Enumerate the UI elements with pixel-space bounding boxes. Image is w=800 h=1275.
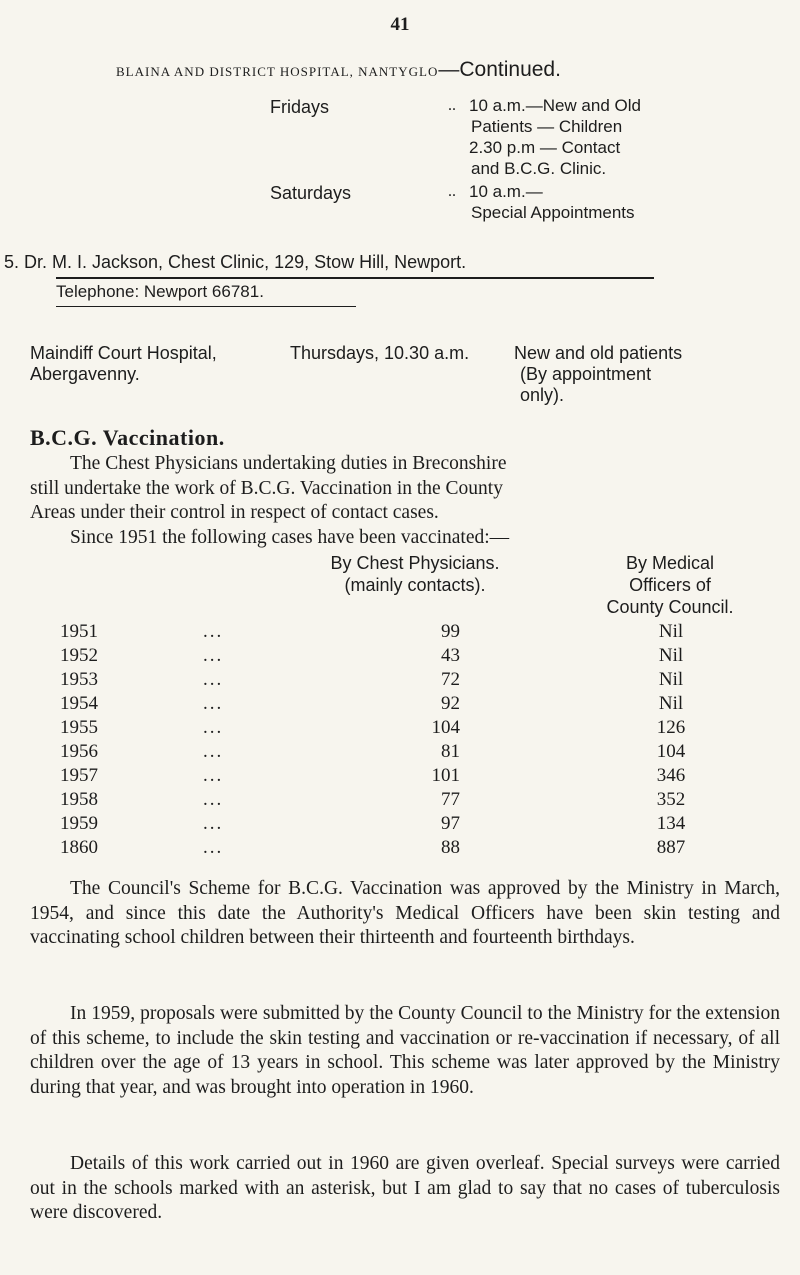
year-cell: 1959 bbox=[60, 813, 98, 834]
medical-count-cell: 126 bbox=[656, 717, 686, 738]
body-paragraph bbox=[30, 877, 780, 951]
table-row bbox=[0, 813, 800, 837]
table-row bbox=[0, 645, 800, 669]
header-line: By Chest Physicians. bbox=[330, 553, 500, 573]
schedule-day-fridays: Fridays bbox=[270, 97, 330, 117]
schedule-line: Special Appointments bbox=[471, 203, 635, 222]
header-line: (mainly contacts). bbox=[344, 575, 486, 595]
note-line: New and old patients bbox=[514, 343, 683, 363]
leader-dots: ... bbox=[203, 717, 224, 738]
schedule-day-saturdays: Saturdays bbox=[270, 183, 352, 203]
telephone-underline bbox=[56, 306, 356, 307]
paragraph-text: In 1959, proposals were submitted by the County Council to the Ministry for the extension of this scheme, to include the skin testing and vaccination or re-vaccination if necessary, of all children over the age of 13 years in school. This scheme was later approved by the Ministry during that year, and was brought into operation in 1960. bbox=[30, 1003, 780, 1098]
schedule-dots: .. bbox=[448, 183, 456, 200]
leader-dots: ... bbox=[203, 813, 224, 834]
leader-dots: ... bbox=[203, 621, 224, 642]
column-header-chest-physicians bbox=[300, 552, 530, 596]
maindiff-time: Thursdays, 10.30 a.m. bbox=[290, 343, 470, 363]
chest-count-cell: 92 bbox=[441, 693, 460, 714]
table-row bbox=[0, 669, 800, 693]
paragraph-text: The Council's Scheme for B.C.G. Vaccination was approved by the Ministry in March, 1954, and since this date the Authority's Medical Officers have been skin testing and vaccinating school children between their thirteenth and fourteenth birthdays. bbox=[30, 878, 780, 948]
year-cell: 1860 bbox=[60, 837, 98, 858]
table-row bbox=[0, 693, 800, 717]
medical-count-cell: 134 bbox=[656, 813, 686, 834]
continued-label: —Continued. bbox=[438, 58, 561, 81]
medical-count-cell: 104 bbox=[656, 741, 686, 762]
chest-count-cell: 81 bbox=[441, 741, 460, 762]
chest-count-cell: 43 bbox=[441, 645, 460, 666]
year-cell: 1954 bbox=[60, 693, 98, 714]
leader-dots: ... bbox=[203, 837, 224, 858]
medical-count-cell: 346 bbox=[656, 765, 686, 786]
note-line: (By appointment bbox=[520, 364, 652, 384]
page-number: 41 bbox=[390, 14, 410, 35]
table-row bbox=[0, 717, 800, 741]
maindiff-note bbox=[514, 343, 682, 406]
body-paragraph bbox=[30, 1002, 780, 1100]
leader-dots: ... bbox=[203, 789, 224, 810]
schedule-line: and B.C.G. Clinic. bbox=[471, 159, 607, 178]
schedule-friday-details bbox=[469, 95, 641, 179]
medical-count-cell: Nil bbox=[658, 693, 684, 714]
year-cell: 1958 bbox=[60, 789, 98, 810]
chest-clinic-address: 5. Dr. M. I. Jackson, Chest Clinic, 129, Stow Hill, Newport. bbox=[4, 252, 467, 272]
header-line: County Council. bbox=[606, 597, 734, 617]
medical-count-cell: 352 bbox=[656, 789, 686, 810]
schedule-dots: .. bbox=[448, 97, 456, 114]
year-cell: 1956 bbox=[60, 741, 98, 762]
intro-line: The Chest Physicians undertaking duties in Breconshire bbox=[70, 453, 507, 474]
maindiff-hospital bbox=[30, 343, 217, 385]
table-row bbox=[0, 837, 800, 861]
medical-count-cell: Nil bbox=[658, 645, 684, 666]
medical-count-cell: Nil bbox=[658, 621, 684, 642]
header-line: By Medical bbox=[625, 553, 715, 573]
telephone-number: Telephone: Newport 66781. bbox=[56, 282, 264, 301]
year-cell: 1955 bbox=[60, 717, 98, 738]
chest-count-cell: 101 bbox=[431, 765, 460, 786]
chest-count-cell: 72 bbox=[441, 669, 460, 690]
intro-paragraph bbox=[30, 452, 790, 550]
medical-count-cell: 887 bbox=[656, 837, 686, 858]
column-header-medical-officers bbox=[570, 552, 770, 618]
year-cell: 1957 bbox=[60, 765, 98, 786]
schedule-saturday-details bbox=[469, 181, 635, 223]
medical-count-cell: Nil bbox=[658, 669, 684, 690]
body-paragraph bbox=[30, 1152, 780, 1226]
chest-count-cell: 104 bbox=[431, 717, 460, 738]
schedule-line: 2.30 p.m — Contact bbox=[469, 138, 621, 157]
year-cell: 1953 bbox=[60, 669, 98, 690]
chest-count-cell: 88 bbox=[441, 837, 460, 858]
address-underline bbox=[56, 277, 654, 279]
leader-dots: ... bbox=[203, 765, 224, 786]
chest-count-cell: 77 bbox=[441, 789, 460, 810]
header-line: Officers of bbox=[629, 575, 711, 595]
schedule-line: 10 a.m.— bbox=[469, 182, 543, 201]
leader-dots: ... bbox=[203, 741, 224, 762]
year-cell: 1951 bbox=[60, 621, 98, 642]
chest-count-cell: 99 bbox=[441, 621, 460, 642]
intro-line: still undertake the work of B.C.G. Vaccination in the County bbox=[30, 477, 503, 499]
hospital-header bbox=[116, 58, 561, 82]
schedule-line: Patients — Children bbox=[471, 117, 623, 136]
table-row bbox=[0, 621, 800, 645]
hospital-town-line: Abergavenny. bbox=[30, 364, 140, 384]
hospital-name: BLAINA AND DISTRICT HOSPITAL, NANTYGLO bbox=[116, 64, 439, 79]
hospital-name-line: Maindiff Court Hospital, bbox=[30, 343, 217, 363]
intro-line: Areas under their control in respect of contact cases. bbox=[30, 502, 439, 523]
note-line: only). bbox=[520, 385, 565, 405]
table-row bbox=[0, 765, 800, 789]
intro-line: Since 1951 the following cases have been vaccinated:— bbox=[70, 526, 510, 548]
table-row bbox=[0, 789, 800, 813]
leader-dots: ... bbox=[203, 693, 224, 714]
table-row bbox=[0, 741, 800, 765]
schedule-line: 10 a.m.—New and Old bbox=[469, 96, 641, 115]
leader-dots: ... bbox=[203, 645, 224, 666]
paragraph-text: Details of this work carried out in 1960 are given overleaf. Special surveys were carried out in the schools marked with an asterisk, but I am glad to say that no cases of tuberculosis were discovered. bbox=[30, 1153, 780, 1223]
year-cell: 1952 bbox=[60, 645, 98, 666]
section-title: B.C.G. Vaccination. bbox=[30, 425, 225, 450]
chest-count-cell: 97 bbox=[441, 813, 460, 834]
leader-dots: ... bbox=[203, 669, 224, 690]
